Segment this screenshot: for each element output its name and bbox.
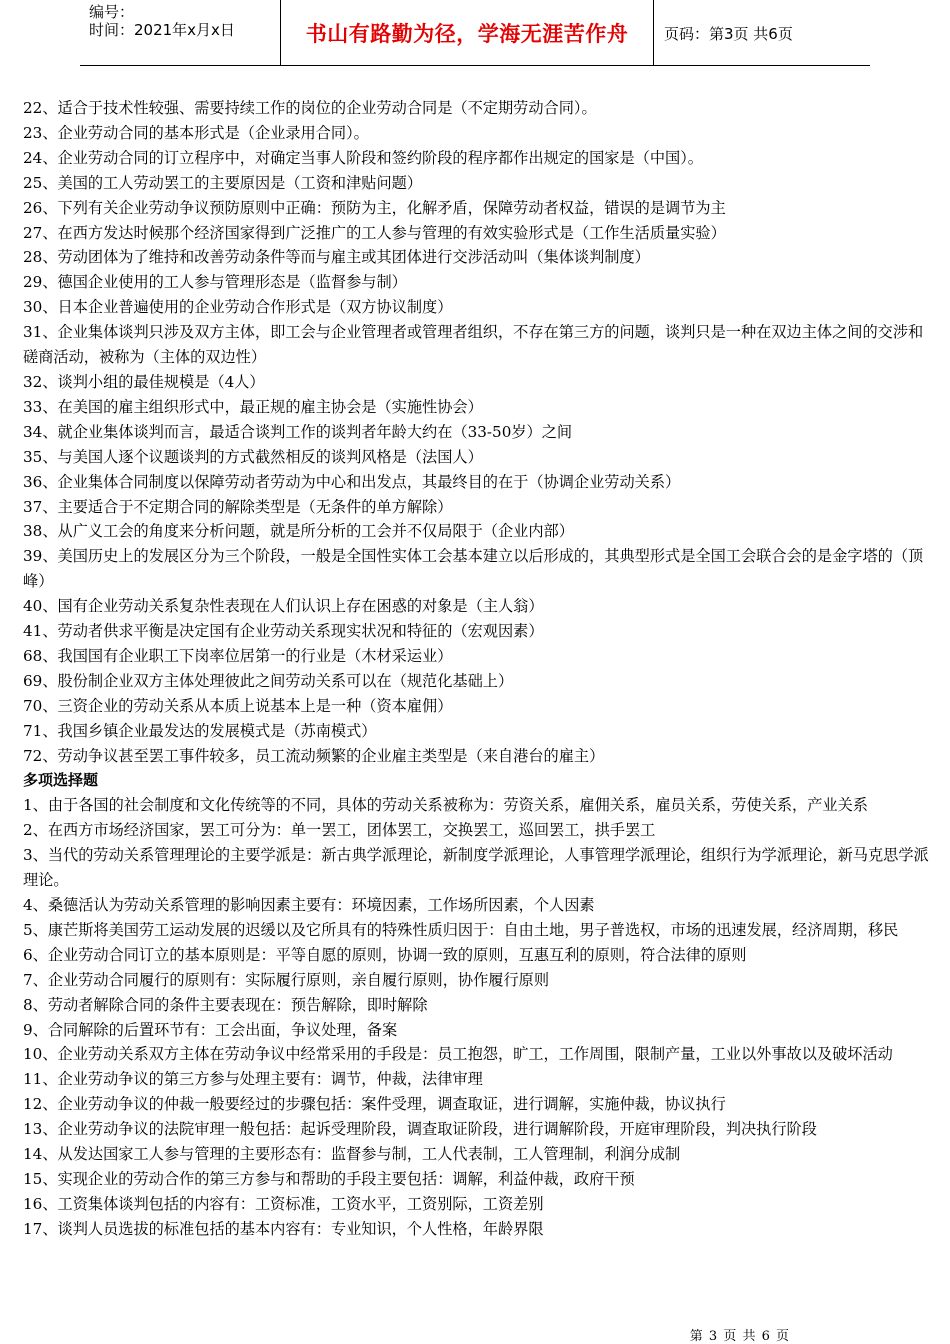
- question-item: 36、企业集体合同制度以保障劳动者劳动为中心和出发点，其最终目的在于（协调企业劳动关系）: [23, 472, 681, 491]
- question-item: 6、企业劳动合同订立的基本原则是：平等自愿的原则，协调一致的原则，互惠互利的原则，符合法律的原则: [23, 945, 747, 964]
- question-item: 29、德国企业使用的工人参与管理形态是（监督参与制）: [23, 273, 407, 292]
- question-item: 27、在西方发达时候那个经济国家得到广泛推广的工人参与管理的有效实验形式是（工作生活质量实验）: [23, 223, 726, 242]
- question-item: 34、就企业集体谈判而言，最适合谈判工作的谈判者年龄大约在（33-50岁）之间: [23, 422, 573, 441]
- question-item: 8、劳动者解除合同的条件主要表现在：预告解除，即时解除: [23, 995, 428, 1014]
- question-item: 23、企业劳动合同的基本形式是（企业录用合同）。: [23, 123, 369, 142]
- question-item: 24、企业劳动合同的订立程序中，对确定当事人阶段和签约阶段的程序都作出规定的国家是（中国）。: [23, 148, 703, 167]
- section-title: 多项选择题: [23, 771, 99, 790]
- multi-choice-list: [23, 793, 929, 1241]
- question-item: 2、在西方市场经济国家，罢工可分为：单一罢工，团体罢工，交换罢工，巡回罢工，拱手罢工: [23, 821, 656, 840]
- question-item: 16、工资集体谈判包括的内容有：工资标准，工资水平，工资别际，工资差别: [23, 1194, 544, 1213]
- header-page-info: 页码：第3页 共6页: [664, 24, 793, 43]
- question-item: 71、我国乡镇企业最发达的发展模式是（苏南模式）: [23, 721, 377, 740]
- question-item: 28、劳动团体为了维持和改善劳动条件等而与雇主或其团体进行交涉活动叫（集体谈判制度）: [23, 248, 650, 267]
- question-item: 22、适合于技术性较强、需要持续工作的岗位的企业劳动合同是（不定期劳动合同）。: [23, 99, 597, 117]
- question-item: 70、三资企业的劳动关系从本质上说基本上是一种（资本雇佣）: [23, 696, 453, 715]
- question-item: 37、主要适合于不定期合同的解除类型是（无条件的单方解除）: [23, 497, 453, 516]
- question-item: 25、美国的工人劳动罢工的主要原因是（工资和津贴问题）: [23, 173, 423, 192]
- question-item: 14、从发达国家工人参与管理的主要形态有：监督参与制，工人代表制，工人管理制，利润分成制: [23, 1145, 681, 1164]
- question-item: 4、桑德活认为劳动关系管理的影响因素主要有：环境因素，工作场所因素，个人因素: [23, 896, 595, 914]
- question-item: 40、国有企业劳动关系复杂性表现在人们认识上存在困惑的对象是（主人翁）: [23, 597, 544, 616]
- question-item: 33、在美国的雇主组织形式中，最正规的雇主协会是（实施性协会）: [23, 397, 483, 416]
- question-item: 69、股份制企业双方主体处理彼此之间劳动关系可以在（规范化基础上）: [23, 671, 514, 690]
- question-item: 68、我国国有企业职工下岗率位居第一的行业是（木材采运业）: [23, 646, 453, 665]
- question-item: 17、谈判人员选拔的标准包括的基本内容有：专业知识，个人性格，年龄界限: [23, 1219, 544, 1238]
- page-footer: 第 3 页 共 6 页: [689, 1329, 790, 1344]
- question-item: 11、企业劳动争议的第三方参与处理主要有：调节，仲裁，法律审理: [23, 1070, 483, 1089]
- question-item: 31、企业集体谈判只涉及双方主体，即工会与企业管理者或管理者组织，不存在第三方的问题，谈判只是一种在双边主体之间的交涉和磋商活动，被称为（主体的双边性）: [23, 323, 924, 367]
- document-body: [23, 96, 929, 1242]
- question-list: [23, 96, 929, 768]
- question-item: 1、由于各国的社会制度和文化传统等的不同，具体的劳动关系被称为：劳资关系，雇佣关系，雇员关系，劳使关系，产业关系: [23, 796, 868, 815]
- question-item: 35、与美国人逐个议题谈判的方式截然相反的谈判风格是（法国人）: [23, 447, 483, 466]
- question-item: 15、实现企业的劳动合作的第三方参与和帮助的手段主要包括：调解，利益仲裁，政府干预: [23, 1169, 635, 1188]
- document-number-label: 编号：: [89, 3, 135, 21]
- page-header: [80, 0, 870, 66]
- question-item: 13、企业劳动争议的法院审理一般包括：起诉受理阶段，调查取证阶段，进行调解阶段，开庭审理阶段，判决执行阶段: [23, 1120, 817, 1139]
- question-item: 32、谈判小组的最佳规模是（4人）: [23, 372, 265, 391]
- header-meta: [80, 0, 281, 66]
- question-item: 3、当代的劳动关系管理理论的主要学派是：新古典学派理论，新制度学派理论，人事管理学派理论，组织行为学派理论，新马克思学派理论。: [23, 846, 929, 890]
- question-item: 7、企业劳动合同履行的原则有：实际履行原则，亲自履行原则，协作履行原则: [23, 970, 550, 989]
- question-item: 30、日本企业普遍使用的企业劳动合作形式是（双方协议制度）: [23, 298, 453, 317]
- question-item: 5、康芒斯将美国劳工运动发展的迟缓以及它所具有的特殊性质归因于：自由土地，男子普选权，市场的迅速发展，经济周期，移民: [23, 920, 899, 939]
- question-item: 12、企业劳动争议的仲裁一般要经过的步骤包括：案件受理，调查取证，进行调解，实施仲裁，协议执行: [23, 1095, 726, 1114]
- question-item: 26、下列有关企业劳动争议预防原则中正确：预防为主，化解矛盾，保障劳动者权益，错误的是调节为主: [23, 198, 726, 217]
- question-item: 41、劳动者供求平衡是决定国有企业劳动关系现实状况和特征的（宏观因素）: [23, 622, 544, 641]
- question-item: 10、企业劳动关系双方主体在劳动争议中经常采用的手段是：员工抱怨，旷工，工作周围，限制产量，工业以外事故以及破坏活动: [23, 1045, 893, 1064]
- question-item: 9、合同解除的后置环节有：工会出面，争议处理，备案: [23, 1020, 398, 1039]
- header-motto: 书山有路勤为径，学海无涯苦作舟: [281, 0, 654, 66]
- document-date: 时间：2021年x月x日: [89, 21, 235, 39]
- question-item: 38、从广义工会的角度来分析问题，就是所分析的工会并不仅局限于（企业内部）: [23, 522, 574, 541]
- question-item: 39、美国历史上的发展区分为三个阶段，一般是全国性实体工会基本建立以后形成的，其典型形式是全国工会联合会的是金字塔的（顶峰）: [23, 547, 924, 591]
- question-item: 72、劳动争议甚至罢工事件较多，员工流动频繁的企业雇主类型是（来自港台的雇主）: [23, 746, 605, 765]
